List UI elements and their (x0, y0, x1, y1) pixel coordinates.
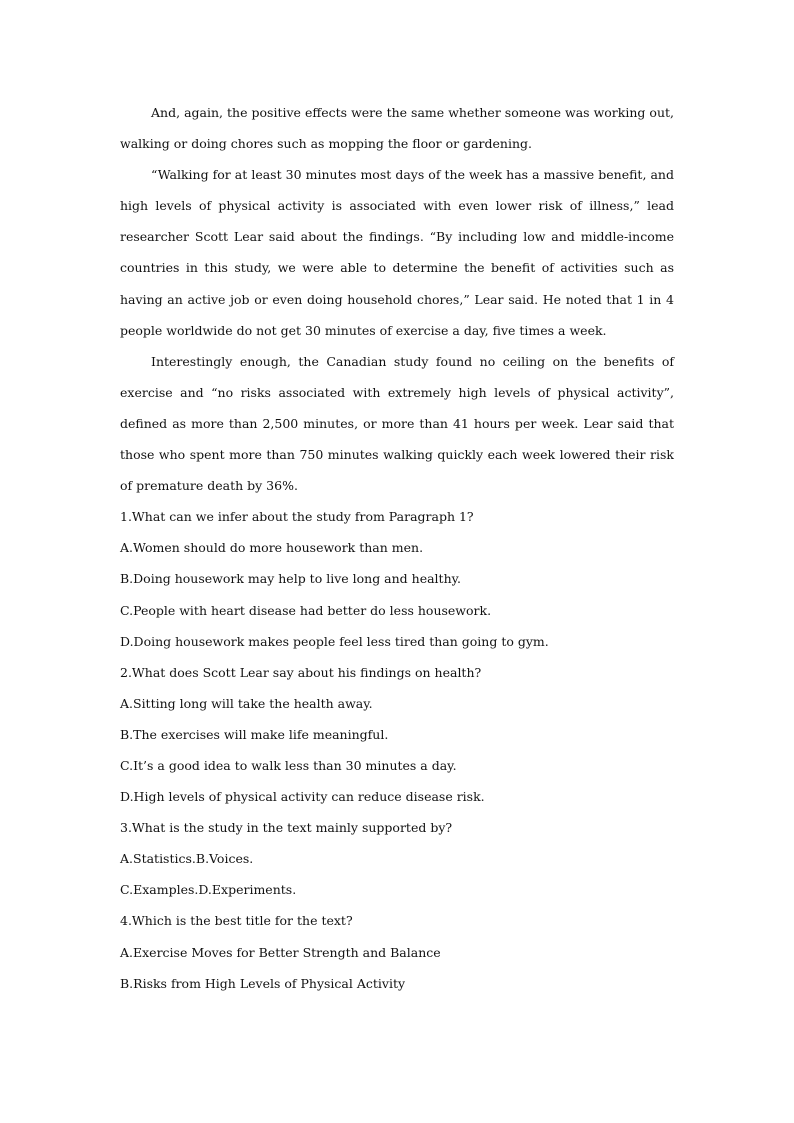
question-2-option-a: A.Sitting long will take the health away. (120, 695, 373, 711)
question-2-option-b: B.The exercises will make life meaningful. (120, 726, 389, 742)
question-1-option-b: B.Doing housework may help to live long and healthy. (120, 571, 462, 587)
question-2-option-c: C.It’s a good idea to walk less than 30 minutes a day. (120, 757, 457, 773)
question-3-options-ab: A.Statistics.B.Voices. (120, 851, 254, 867)
question-4-option-b: B.Risks from High Levels of Physical Activity (120, 975, 406, 991)
question-1-stem: 1.What can we infer about the study from Paragraph 1? (120, 509, 474, 525)
question-1-option-a: A.Women should do more housework than men. (120, 540, 424, 556)
question-2 (120, 657, 674, 812)
question-4-stem: 4.Which is the best title for the text? (120, 913, 353, 929)
question-4-option-a: A.Exercise Moves for Better Strength and Balance (120, 944, 441, 960)
passage-paragraph-3: Interestingly enough, the Canadian study found no ceiling on the benefits of exercise and “no risks associated with extremely high levels of physical activity”, defined as more than 2,500 minutes, or more than 41 hours per week. Lear said that those who spent more than 750 minutes walking quickly each week lowered their risk of premature death by 36%. (120, 353, 678, 494)
question-4 (120, 905, 674, 998)
question-1 (120, 501, 674, 656)
document-content (120, 97, 678, 999)
question-2-option-d: D.High levels of physical activity can reduce disease risk. (120, 789, 485, 805)
question-3 (120, 812, 674, 905)
question-2-stem: 2.What does Scott Lear say about his findings on health? (120, 664, 482, 680)
question-1-option-c: C.People with heart disease had better do less housework. (120, 602, 492, 618)
question-3-stem: 3.What is the study in the text mainly supported by? (120, 820, 453, 836)
passage-paragraph-1: And, again, the positive effects were the same whether someone was working out, walking or doing chores such as mopping the floor or gardening. (120, 105, 678, 152)
question-3-options-cd: C.Examples.D.Experiments. (120, 882, 297, 898)
question-1-option-d: D.Doing housework makes people feel less tired than going to gym. (120, 633, 549, 649)
passage-paragraph-2: “Walking for at least 30 minutes most days of the week has a massive benefit, and high levels of physical activity is associated with even lower risk of illness,” lead researcher Scott Lear said about the findings. “By including low and middle-income countries in this study, we were able to determine the benefit of activities such as having an active job or even doing household chores,” Lear said. He noted that 1 in 4 people worldwide do not get 30 minutes of exercise a day, five times a week. (120, 167, 678, 338)
